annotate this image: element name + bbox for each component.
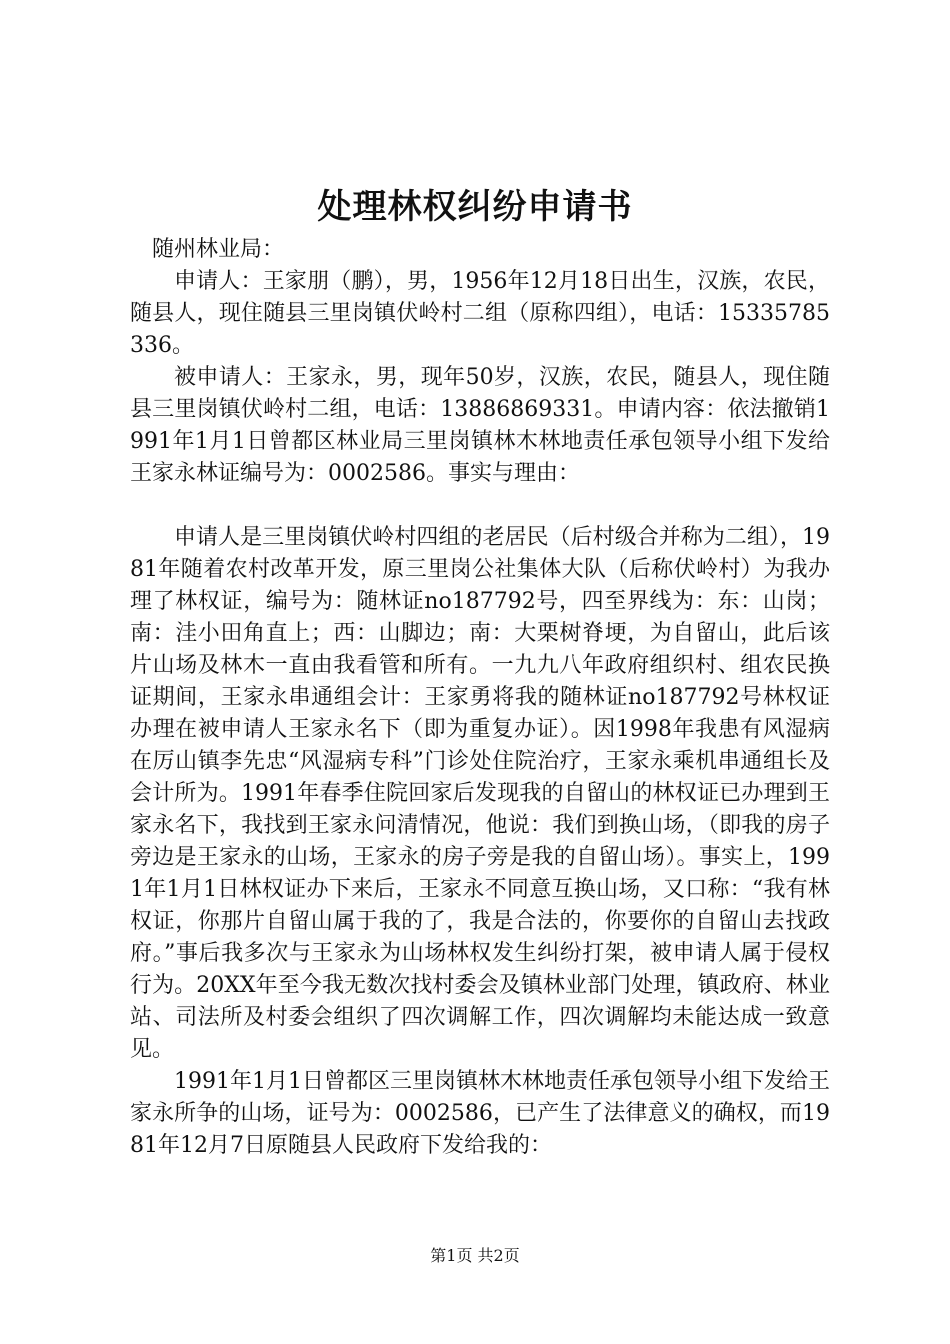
facts-paragraph: 申请人是三里岗镇伏岭村四组的老居民（后村级合并称为二组），1981年随着农村改革开发，原三里岗公社集体大队（后称伏岭村）为我办理了林权证，编号为：随林证no187792号，四至界线为：东：山岗；南：洼小田角直上；西：山脚边；南：大栗树脊埂，为自留山，此后该片山场及林木一直由我看管和所有。一九九八年政府组织村、组农民换证期间，王家永串通组会计：王家勇将我的随林证no187792号林权证办理在被申请人王家永名下（即为重复办证）。因1998年我患有风湿病在厉山镇李先忠“风湿病专科”门诊处住院治疗，王家永乘机串通组长及会计所为。1991年春季住院回家后发现我的自留山的林权证已办理到王家永名下，我找到王家永问清情况，他说：我们到换山场，（即我的房子旁边是王家永的山场，王家永的房子旁是我的自留山场）。事实上，1991年1月1日林权证办下来后，王家永不同意互换山场，又口称：“我有林权证，你那片自留山属于我的了，我是合法的，你要你的自留山去找政府。”事后我多次与王家永为山场林权发生纠纷打架，被申请人属于侵权行为。20XX年至今我无数次找村委会及镇林业部门处理，镇政府、林业站、司法所及村委会组织了四次调解工作，四次调解均未能达成一致意见。 [130, 525, 830, 1062]
document-body [130, 234, 830, 1162]
applicant-paragraph: 申请人：王家朋（鹏），男，1956年12月18日出生，汉族，农民，随县人，现住随县三里岗镇伏岭村二组（原称四组），电话：15335785336。 [130, 269, 830, 358]
respondent-paragraph: 被申请人：王家永，男，现年50岁，汉族，农民，随县人，现住随县三里岗镇伏岭村二组，电话：13886869331。申请内容：依法撤销1991年1月1日曾都区林业局三里岗镇林木林地责任承包领导小组下发给王家永林证编号为：0002586。事实与理由： [130, 365, 830, 486]
salutation: 随州林业局： [152, 237, 285, 262]
document-title: 处理林权纠纷申请书 [317, 187, 633, 227]
certificate-paragraph: 1991年1月1日曾都区三里岗镇林木林地责任承包领导小组下发给王家永所争的山场，证号为：0002586，已产生了法律意义的确权，而1981年12月7日原随县人民政府下发给我的： [130, 1069, 830, 1158]
page-footer: 第1页 共2页 [430, 1246, 520, 1265]
